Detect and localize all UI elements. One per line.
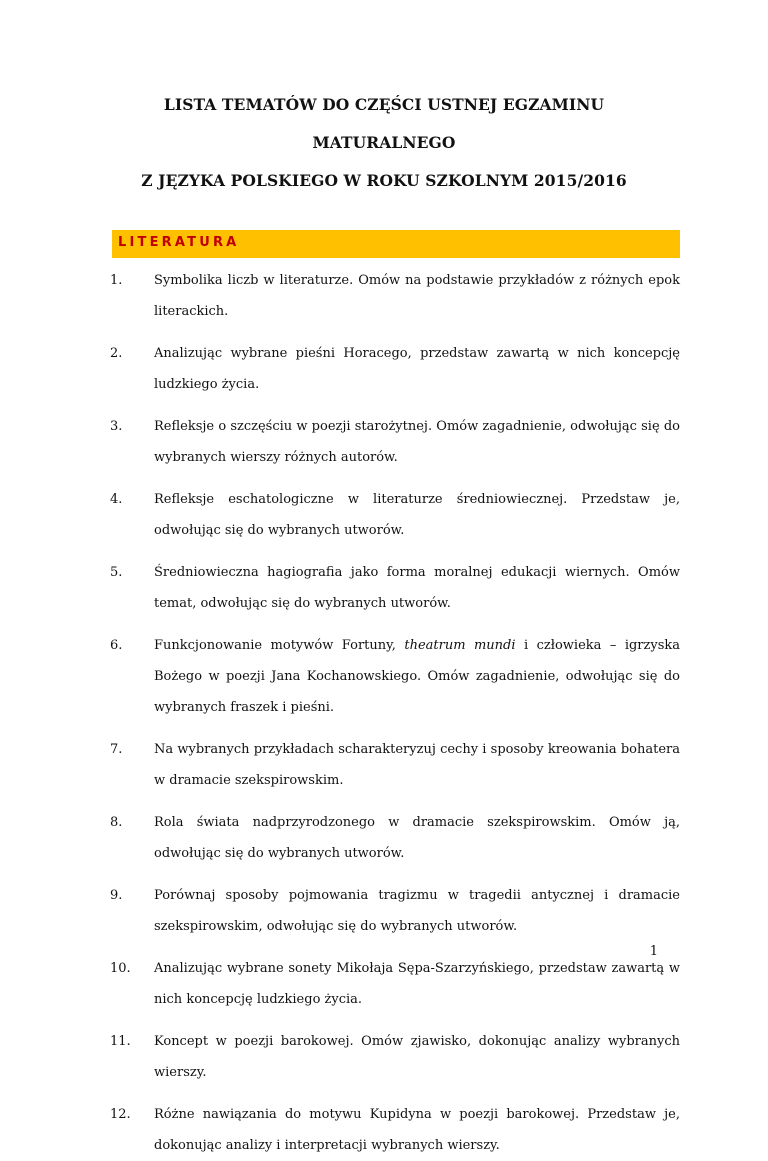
topic-text: Refleksje o szczęściu w poezji starożytnej. Omów zagadnienie, odwołując się do wybranych wierszy różnych autorów. bbox=[154, 419, 680, 465]
topic-number: 10. bbox=[110, 961, 131, 976]
topic-text: Na wybranych przykładach scharakteryzuj cechy i sposoby kreowania bohatera w dramacie szekspirowskim. bbox=[154, 742, 680, 788]
topic-text: Analizując wybrane sonety Mikołaja Sępa-Szarzyńskiego, przedstaw zawartą w nich koncepcję ludzkiego życia. bbox=[154, 961, 680, 1007]
topic-number: 4. bbox=[110, 492, 123, 507]
topic-item bbox=[110, 879, 680, 942]
topic-text-part: i człowieka – igrzyska Bożego w poezji Jana Kochanowskiego. Omów zagadnienie, odwołując się do wybranych fraszek i pieśni. bbox=[154, 638, 681, 715]
topic-item bbox=[110, 556, 680, 619]
topic-number: 12. bbox=[110, 1107, 131, 1122]
topic-item bbox=[110, 337, 680, 400]
topic-number: 11. bbox=[110, 1034, 131, 1049]
topic-item bbox=[110, 410, 680, 473]
topic-number: 6. bbox=[110, 638, 123, 653]
topic-text-italic: theatrum mundi bbox=[404, 638, 516, 653]
topic-item bbox=[110, 733, 680, 796]
topic-text: Analizując wybrane pieśni Horacego, przedstaw zawartą w nich koncepcję ludzkiego życia. bbox=[154, 346, 680, 392]
topic-item bbox=[110, 952, 680, 1015]
topic-text: Średniowieczna hagiografia jako forma moralnej edukacji wiernych. Omów temat, odwołując się do wybranych utworów. bbox=[154, 565, 680, 611]
title-line-3: Z JĘZYKA POLSKIEGO W ROKU SZKOLNYM 2015/2016 bbox=[141, 171, 627, 190]
topic-number: 9. bbox=[110, 888, 123, 903]
document-title bbox=[0, 86, 768, 200]
topic-text: Koncept w poezji barokowej. Omów zjawisko, dokonując analizy wybranych wierszy. bbox=[154, 1034, 680, 1080]
topic-item bbox=[110, 806, 680, 869]
topic-number: 3. bbox=[110, 419, 123, 434]
topic-item bbox=[110, 1098, 680, 1161]
topic-text bbox=[154, 629, 680, 723]
section-label: LITERATURA bbox=[118, 235, 240, 250]
title-line-2: MATURALNEGO bbox=[312, 133, 456, 152]
section-header-literatura bbox=[112, 230, 680, 258]
title-line-1: LISTA TEMATÓW DO CZĘŚCI USTNEJ EGZAMINU bbox=[163, 95, 605, 114]
topic-number: 7. bbox=[110, 742, 123, 757]
topic-text: Różne nawiązania do motywu Kupidyna w poezji barokowej. Przedstaw je, dokonując analizy i interpretacji wybranych wierszy. bbox=[154, 1107, 680, 1153]
topic-number: 5. bbox=[110, 565, 123, 580]
topic-text-part: Funkcjonowanie motywów Fortuny, bbox=[154, 638, 405, 653]
topic-text: Rola świata nadprzyrodzonego w dramacie szekspirowskim. Omów ją, odwołując się do wybranych utworów. bbox=[154, 815, 680, 861]
topic-number: 8. bbox=[110, 815, 123, 830]
topic-number: 2. bbox=[110, 346, 123, 361]
topic-text: Symbolika liczb w literaturze. Omów na podstawie przykładów z różnych epok literackich. bbox=[154, 273, 680, 319]
topic-item bbox=[110, 483, 680, 546]
page-number: 1 bbox=[649, 944, 658, 959]
topic-list bbox=[110, 258, 680, 1161]
topic-item bbox=[110, 1025, 680, 1088]
topic-text: Refleksje eschatologiczne w literaturze średniowiecznej. Przedstaw je, odwołując się do wybranych utworów. bbox=[154, 492, 680, 538]
topic-item bbox=[110, 264, 680, 327]
topic-text: Porównaj sposoby pojmowania tragizmu w tragedii antycznej i dramacie szekspirowskim, odwołując się do wybranych utworów. bbox=[154, 888, 680, 934]
topic-item bbox=[110, 629, 680, 723]
topic-number: 1. bbox=[110, 273, 123, 288]
